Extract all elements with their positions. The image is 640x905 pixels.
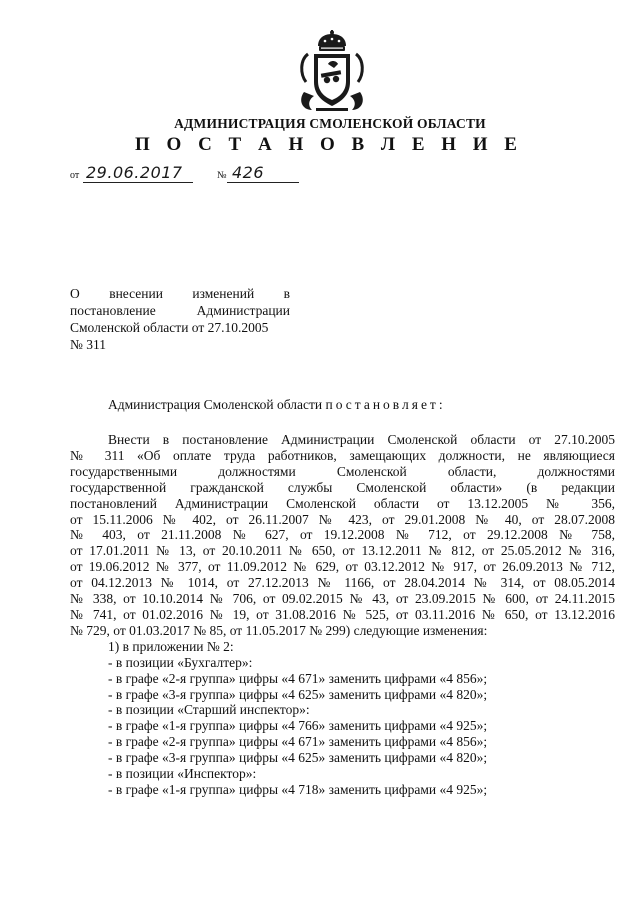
subject-line: № 311 xyxy=(70,337,107,352)
document-body xyxy=(70,432,615,798)
paragraph-line: постановлений Администрации Смоленской области от 13.12.2005 № 356, xyxy=(70,495,615,511)
document-type-title: П О С Т А Н О В Л Е Н И Е xyxy=(135,134,523,155)
document-subject xyxy=(70,285,290,353)
paragraph-line: № 741, от 01.02.2016 № 19, от 31.08.2016 № 525, от 03.11.2016 № 650, от 13.12.2016 xyxy=(70,606,615,622)
date-number-line xyxy=(70,164,330,184)
organization-title: АДМИНИСТРАЦИЯ СМОЛЕНСКОЙ ОБЛАСТИ xyxy=(174,116,486,131)
list-item: - в позиции «Бухгалтер»: xyxy=(108,654,253,670)
paragraph-line: № 311 «Об оплате труда работников, замещающих должности, не являющиеся xyxy=(70,447,615,463)
paragraph-line: № 338, от 10.10.2014 № 706, от 09.02.2015 № 43, от 23.09.2015 № 600, от 24.11.2015 xyxy=(70,591,615,607)
paragraph-line: № 403, от 21.11.2008 № 627, от 19.12.2008 № 712, от 29.12.2008 № 758, xyxy=(70,527,615,543)
paragraph-line: от 19.06.2012 № 377, от 11.09.2012 № 629, от 03.12.2012 № 917, от 26.09.2013 № 712, xyxy=(70,559,615,575)
list-item: - в графе «3-я группа» цифры «4 625» заменить цифрами «4 820»; xyxy=(108,750,488,766)
preamble-text: Администрация Смоленской области xyxy=(108,397,323,412)
paragraph-line: государственными должностями Смоленской области, должностями xyxy=(70,463,615,479)
list-item: 1) в приложении № 2: xyxy=(108,638,234,654)
paragraph-line: государственной гражданской службы Смоленской области» (в редакции xyxy=(70,479,615,495)
date-underline xyxy=(83,182,193,183)
paragraph-line: № 729, от 01.03.2017 № 85, от 11.05.2017 № 299) следующие изменения: xyxy=(70,622,488,638)
preamble-resolves: постановляет: xyxy=(325,397,446,412)
number-label: № xyxy=(217,170,227,181)
list-item: - в позиции «Старший инспектор»: xyxy=(108,702,310,718)
paragraph-line: Внести в постановление Администрации Смоленской области от 27.10.2005 xyxy=(108,432,615,447)
paragraph-line: от 17.01.2011 № 13, от 20.10.2011 № 650, от 13.12.2011 № 812, от 25.05.2012 № 316, xyxy=(70,543,615,559)
subject-line: О внесении изменений в xyxy=(70,286,290,301)
list-item: - в графе «2-я группа» цифры «4 671» заменить цифрами «4 856»; xyxy=(108,734,488,750)
list-item: - в графе «1-я группа» цифры «4 718» заменить цифрами «4 925»; xyxy=(108,781,488,797)
coat-of-arms-emblem xyxy=(294,30,370,114)
subject-line: постановление Администрации xyxy=(70,303,290,318)
date-label: от xyxy=(70,170,80,181)
number-underline xyxy=(227,182,299,183)
list-item: - в графе «1-я группа» цифры «4 766» заменить цифрами «4 925»; xyxy=(108,718,488,734)
paragraph-line: от 04.12.2013 № 1014, от 27.12.2013 № 1166, от 28.04.2014 № 314, от 08.05.2014 xyxy=(70,575,615,591)
list-item: - в графе «2-я группа» цифры «4 671» заменить цифрами «4 856»; xyxy=(108,670,488,686)
preamble xyxy=(108,397,446,413)
subject-line: Смоленской области от 27.10.2005 xyxy=(70,320,269,335)
list-item: - в позиции «Инспектор»: xyxy=(108,766,257,782)
list-item: - в графе «3-я группа» цифры «4 625» заменить цифрами «4 820»; xyxy=(108,686,488,702)
number-value: 426 xyxy=(232,163,265,182)
date-value: 29.06.2017 xyxy=(86,163,183,182)
paragraph-line: от 15.11.2006 № 402, от 26.11.2007 № 423, от 29.01.2008 № 40, от 28.07.2008 xyxy=(70,511,615,527)
